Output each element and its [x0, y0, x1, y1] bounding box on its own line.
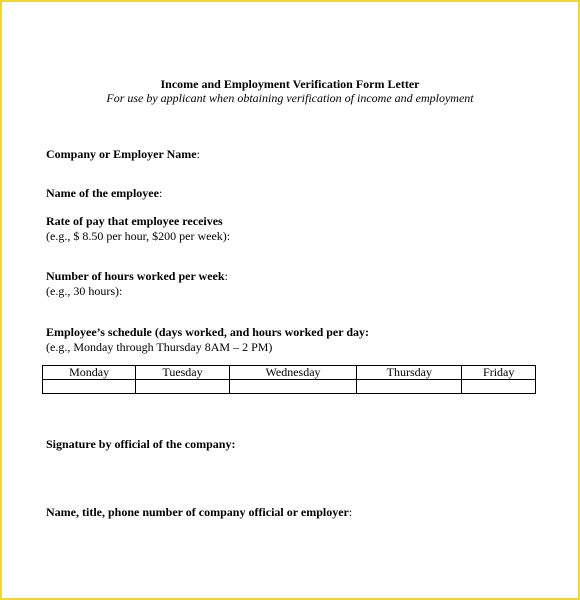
employee-schedule-field — [46, 325, 369, 355]
company-official-label: Name, title, phone number of company official or employer — [46, 505, 349, 519]
hours-per-week-colon: : — [224, 269, 228, 283]
employee-name-colon: : — [158, 186, 163, 200]
hours-per-week-field — [46, 269, 228, 299]
schedule-header-row — [43, 366, 536, 380]
schedule-cell-thursday[interactable] — [357, 380, 462, 394]
signature-label: Signature by official of the company: — [46, 437, 236, 451]
employee-name-field — [46, 186, 162, 201]
schedule-cell-tuesday[interactable] — [136, 380, 230, 394]
document-subtitle: For use by applicant when obtaining verification of income and employment — [106, 91, 474, 105]
hours-per-week-hint: (e.g., 30 hours): — [46, 284, 123, 298]
rate-of-pay-field — [46, 214, 230, 244]
employee-schedule-hint: (e.g., Monday through Thursday 8AM – 2 PM) — [46, 340, 273, 354]
employee-schedule-label: Employee’s schedule (days worked, and hours worked per day: — [46, 325, 370, 339]
company-name-field — [46, 147, 200, 162]
signature-field — [46, 437, 235, 452]
document-page — [2, 2, 578, 598]
schedule-day-friday: Friday — [462, 366, 536, 380]
company-name-colon: : — [196, 147, 200, 161]
document-title: Income and Employment Verification Form Letter — [160, 77, 420, 91]
schedule-day-thursday: Thursday — [357, 366, 462, 380]
schedule-cell-monday[interactable] — [43, 380, 136, 394]
company-name-label: Company or Employer Name — [46, 147, 197, 161]
schedule-day-monday: Monday — [43, 366, 136, 380]
hours-per-week-label: Number of hours worked per week — [46, 269, 225, 283]
schedule-cell-wednesday[interactable] — [229, 380, 356, 394]
schedule-entry-row — [43, 380, 536, 394]
schedule-cell-friday[interactable] — [462, 380, 536, 394]
rate-of-pay-label: Rate of pay that employee receives — [46, 214, 223, 228]
schedule-day-wednesday: Wednesday — [229, 366, 356, 380]
employee-name-label: Name of the employee — [46, 186, 159, 200]
rate-of-pay-hint: (e.g., $ 8.50 per hour, $200 per week): — [46, 229, 231, 243]
schedule-day-tuesday: Tuesday — [136, 366, 230, 380]
schedule-table — [42, 365, 536, 394]
company-official-field — [46, 505, 352, 520]
company-official-colon: : — [348, 505, 353, 519]
